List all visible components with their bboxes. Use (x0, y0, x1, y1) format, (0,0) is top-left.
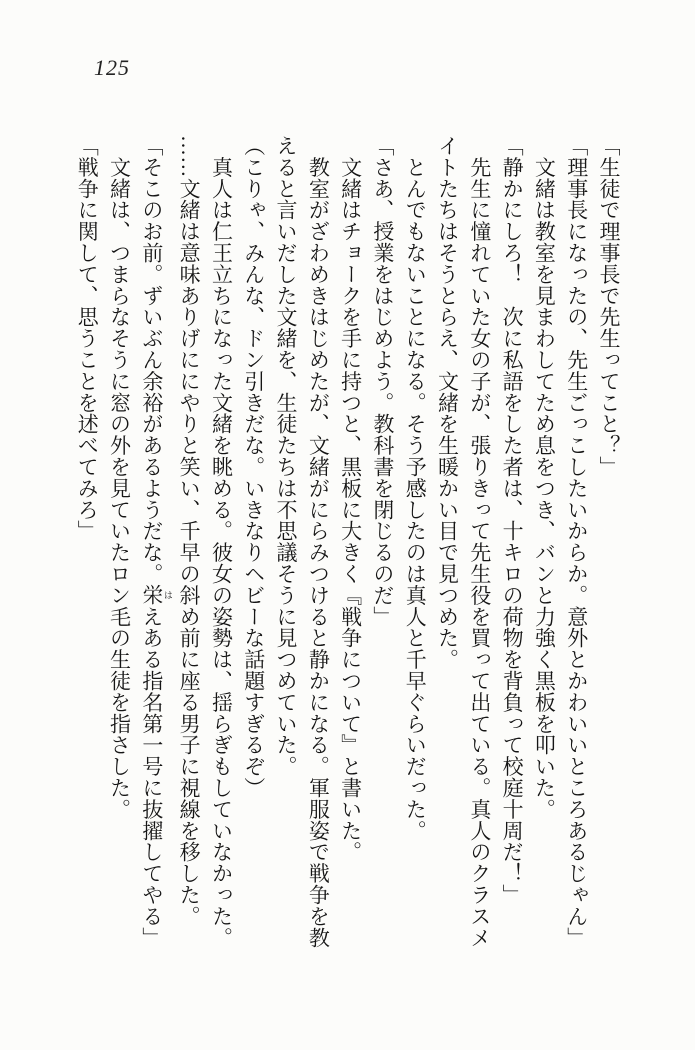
text-line: 文緒は教室を見まわしてため息をつき、バンと力強く黒板を叩いた。 (532, 135, 557, 820)
text-line: とんでもないことになる。そう予感したのは真人と千早ぐらいだった。 (403, 135, 428, 842)
text-line: 真人は仁王立ちになった文緒を眺める。彼女の姿勢は、揺らぎもしていなかった。 (209, 135, 234, 949)
text-line: （こりゃ、みんな、ドン引きだな。いきなりヘビーな話題すぎるぞ） (241, 135, 266, 799)
text-line: イトたちはそうとらえ、文緒を生暖かい目で見つめた。 (435, 135, 460, 670)
text-line: 「静かにしろ！ 次に私語をした者は、十キロの荷物を背負って校庭十周だ！」 (500, 135, 525, 906)
text-line: 文緒はチョークを手に持つと、黒板に大きく『戦争について』と書いた。 (338, 135, 363, 863)
text-line: 「さあ、授業をはじめよう。教科書を閉じるのだ」 (370, 135, 395, 628)
ruby-base: 栄 (139, 584, 164, 606)
text-line: 文緒は、つまらなそうに窓の外を見ていたロン毛の生徒を指さした。 (107, 135, 132, 820)
text-line: 「理事長になったの、先生ごっこしたいからか。意外とかわいいところあるじゃん」 (564, 135, 589, 949)
text-line-with-ruby (136, 135, 173, 1009)
text-line: 「戦争に関して、思うことを述べてみろ」 (75, 135, 100, 542)
text-line: えると言いだした文緒を、生徒たちは不思議そうに見つめていた。 (274, 135, 299, 777)
ruby-annotation (139, 584, 173, 606)
text-line: 教室がざわめきはじめたが、文緒がにらみつけると静かになる。軍服姿で戦争を教 (306, 135, 331, 949)
text-line: ……文緒は意味ありげににやりと笑い、千早の斜め前に座る男子に視線を移した。 (177, 135, 202, 927)
text-line: 先生に憧れていた女の子が、張りきって先生役を買って出ている。真人のクラスメ (467, 135, 492, 949)
line-segment: 「そこのお前。ずいぶん余裕があるようだな。 (139, 135, 164, 585)
text-block (71, 135, 625, 1009)
text-line: 「生徒で理事長で先生ってこと？」 (597, 135, 621, 478)
line-segment: えある指名第一号に抜擢してやる」 (139, 605, 164, 949)
page-number: 125 (94, 55, 130, 80)
ruby-text: は (162, 584, 173, 606)
